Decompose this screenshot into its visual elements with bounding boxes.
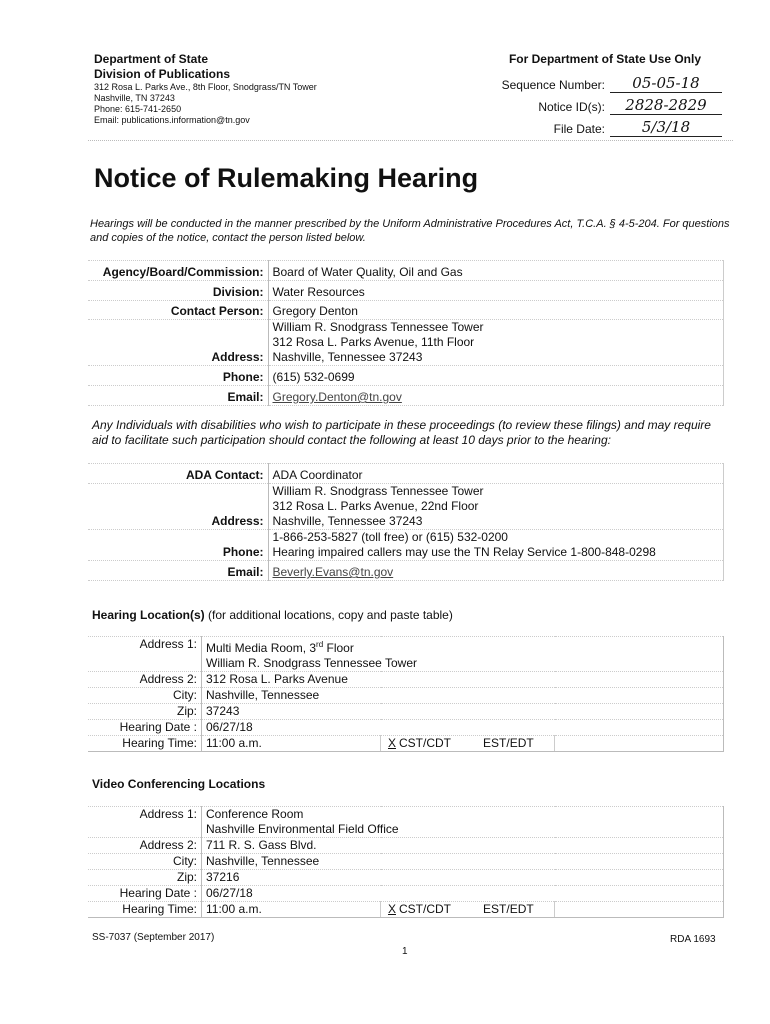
sequence-number-value: 05-05-18	[610, 74, 722, 93]
hearing-addr1-sup: rd	[316, 640, 324, 649]
hearing-city-value: Nashville, Tennessee	[202, 688, 724, 704]
video-cst-mark[interactable]: X	[387, 902, 396, 916]
hearing-location-heading-note: (for additional locations, copy and paste table)	[204, 608, 453, 622]
state-use-title: For Department of State Use Only	[508, 52, 702, 66]
division-value: Water Resources	[268, 281, 724, 301]
agency-table	[88, 260, 724, 406]
agency-label: Agency/Board/Commission:	[88, 261, 268, 281]
hearing-addr1-line2: William R. Snodgrass Tennessee Tower	[206, 656, 417, 670]
hearing-addr2-label: Address 2:	[88, 672, 202, 688]
hearing-zip-label: Zip:	[88, 704, 202, 720]
hearing-time-value: 11:00 a.m.	[202, 736, 381, 752]
agency-address-line: 312 Rosa L. Parks Avenue, 11th Floor	[272, 335, 475, 349]
contact-value: Gregory Denton	[268, 301, 724, 320]
video-addr1-line1: Conference Room	[206, 807, 304, 821]
hearing-date-label: Hearing Date :	[88, 720, 202, 736]
ada-phone-label: Phone:	[88, 530, 268, 561]
hearing-addr1-label: Address 1:	[88, 637, 202, 672]
intro-text: Hearings will be conducted in the manner prescribed by the Uniform Administrative Procedures Act, T.C.A. § 4-5-204. For questions and copies of the notice, contact the person listed below.	[90, 218, 730, 244]
ada-address-line: William R. Snodgrass Tennessee Tower	[272, 484, 484, 498]
video-date-value: 06/27/18	[202, 886, 724, 902]
cst-mark[interactable]: X	[387, 736, 396, 750]
video-addr1	[202, 807, 724, 838]
video-conferencing-heading	[92, 777, 265, 791]
video-location-table	[88, 806, 724, 918]
phone-label: Phone:	[88, 366, 268, 386]
state-use-block	[470, 52, 730, 140]
sequence-number-row	[470, 74, 730, 96]
video-est-label: EST/EDT	[483, 902, 534, 916]
video-time-label: Hearing Time:	[88, 902, 202, 918]
ada-phone-line: 1-866-253-5827 (toll free) or (615) 532-0200	[272, 530, 508, 544]
address-label: Address:	[88, 320, 268, 366]
ada-contact-value: ADA Coordinator	[268, 464, 724, 484]
video-time-extra	[555, 902, 724, 918]
hearing-timezone	[381, 736, 555, 752]
rda-number: RDA 1693	[670, 934, 716, 945]
department-address: 312 Rosa L. Parks Ave., 8th Floor, Snodgrass/TN Tower	[94, 82, 317, 92]
video-city-value: Nashville, Tennessee	[202, 854, 724, 870]
hearing-time-label: Hearing Time:	[88, 736, 202, 752]
notice-id-value: 2828-2829	[610, 96, 722, 115]
page-title: Notice of Rulemaking Hearing	[94, 163, 479, 193]
video-date-label: Hearing Date :	[88, 886, 202, 902]
notice-id-row	[470, 96, 730, 118]
video-zip-label: Zip:	[88, 870, 202, 886]
hearing-zip-value: 37243	[202, 704, 724, 720]
agency-address-line: William R. Snodgrass Tennessee Tower	[272, 320, 484, 334]
hearing-location-heading	[92, 608, 453, 622]
agency-value: Board of Water Quality, Oil and Gas	[268, 261, 724, 281]
video-addr1-label: Address 1:	[88, 807, 202, 838]
department-phone: Phone: 615-741-2650	[94, 104, 182, 114]
hearing-addr1-line1	[206, 637, 719, 656]
department-email: Email: publications.information@tn.gov	[94, 115, 250, 125]
file-date-label: File Date:	[553, 122, 605, 136]
video-cst-label: CST/CDT	[399, 902, 451, 916]
video-addr1-line2: Nashville Environmental Field Office	[206, 822, 399, 836]
department-header	[94, 52, 424, 126]
hearing-location-heading-bold: Hearing Location(s)	[92, 608, 205, 622]
ada-contact-label: ADA Contact:	[88, 464, 268, 484]
sequence-number-label: Sequence Number:	[501, 78, 605, 92]
contact-email-link[interactable]: Gregory.Denton@tn.gov	[272, 390, 402, 404]
ada-address-line: 312 Rosa L. Parks Avenue, 22nd Floor	[272, 499, 479, 513]
video-time-value: 11:00 a.m.	[202, 902, 381, 918]
video-timezone	[381, 902, 555, 918]
division-label: Division:	[88, 281, 268, 301]
hearing-location-table	[88, 636, 724, 752]
ada-address-line: Nashville, Tennessee 37243	[272, 514, 423, 528]
ada-note: Any Individuals with disabilities who wish to participate in these proceedings (to review these filings) and may require aid to facilitate such participation should contact the following at least 10 days prior to the hearing:	[92, 418, 711, 447]
video-zip-value: 37216	[202, 870, 724, 886]
phone-value: (615) 532-0699	[268, 366, 724, 386]
header-divider	[88, 140, 733, 141]
hearing-date-value: 06/27/18	[202, 720, 724, 736]
department-city: Nashville, TN 37243	[94, 93, 175, 103]
cst-label: CST/CDT	[399, 736, 451, 750]
hearing-addr1	[202, 637, 724, 672]
notice-id-label: Notice ID(s):	[538, 100, 605, 114]
hearing-addr2-value: 312 Rosa L. Parks Avenue	[202, 672, 724, 688]
hearing-time-extra	[555, 736, 724, 752]
email-label: Email:	[88, 386, 268, 406]
video-city-label: City:	[88, 854, 202, 870]
ada-phone-line: Hearing impaired callers may use the TN Relay Service 1-800-848-0298	[272, 545, 656, 559]
hearing-city-label: City:	[88, 688, 202, 704]
ada-email-link[interactable]: Beverly.Evans@tn.gov	[272, 565, 394, 579]
department-name: Department of State	[94, 52, 209, 66]
video-addr2-label: Address 2:	[88, 838, 202, 854]
file-date-value: 5/3/18	[610, 118, 722, 137]
page-number: 1	[402, 946, 408, 957]
division-name: Division of Publications	[94, 67, 231, 81]
contact-label: Contact Person:	[88, 301, 268, 320]
hearing-addr1-room: Multi Media Room, 3	[206, 641, 317, 655]
file-date-row	[470, 118, 730, 140]
form-number: SS-7037 (September 2017)	[92, 932, 215, 943]
hearing-addr1-floor: Floor	[323, 641, 354, 655]
ada-table	[88, 463, 724, 581]
ada-email-label: Email:	[88, 561, 268, 581]
agency-address	[268, 320, 724, 366]
agency-address-line: Nashville, Tennessee 37243	[272, 350, 423, 364]
ada-address	[268, 484, 724, 530]
est-label: EST/EDT	[483, 736, 534, 750]
ada-address-label: Address:	[88, 484, 268, 530]
ada-phone	[268, 530, 724, 561]
video-conferencing-heading-text: Video Conferencing Locations	[92, 777, 266, 791]
video-addr2-value: 711 R. S. Gass Blvd.	[202, 838, 724, 854]
